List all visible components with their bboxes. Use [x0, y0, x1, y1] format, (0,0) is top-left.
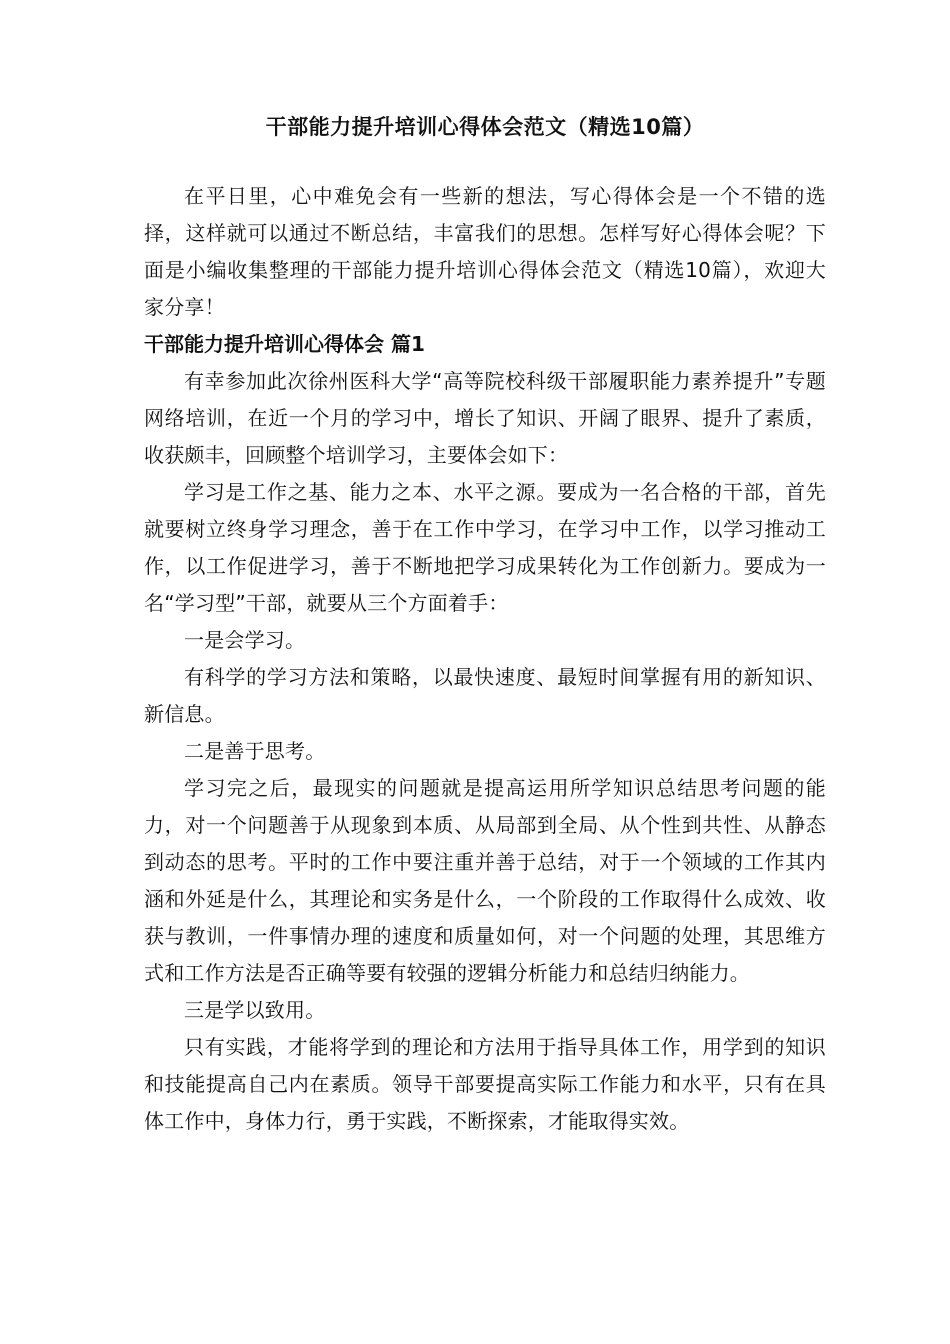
- body-paragraph: 三是学以致用。: [184, 998, 326, 1022]
- body-paragraph: 有幸参加此次徐州医科大学“高等院校科级干部履职能力素养提升”专题网络培训，在近一个月的学习中，增长了知识、开阔了眼界、提升了素质，收获颇丰，回顾整个培训学习，主要体会如下：: [144, 369, 826, 467]
- body-paragraph: 二是善于思考。: [184, 739, 326, 763]
- body-paragraph: 学习完之后，最现实的问题就是提高运用所学知识总结思考问题的能力，对一个问题善于从现象到本质、从局部到全局、从个性到共性、从静态到动态的思考。平时的工作中要注重并善于总结，对于一个领域的工作其内涵和外延是什么，其理论和实务是什么，一个阶段的工作取得什么成效、收获与教训，一件事情办理的速度和质量如何，对一个问题的处理，其思维方式和工作方法是否正确等要有较强的逻辑分析能力和总结归纳能力。: [144, 776, 826, 985]
- body-paragraph: 只有实践，才能将学到的理论和方法用于指导具体工作，用学到的知识和技能提高自己内在素质。领导干部要提高实际工作能力和水平，只有在具体工作中，身体力行，勇于实践，不断探索，才能取得实效。: [144, 1035, 826, 1133]
- document-body: [144, 110, 826, 1140]
- body-paragraph: 一是会学习。: [184, 628, 306, 652]
- body-paragraph: 有科学的学习方法和策略，以最快速度、最短时间掌握有用的新知识、新信息。: [144, 665, 826, 726]
- document-title: 干部能力提升培训心得体会范文（精选10篇）: [265, 115, 705, 139]
- section-heading: 干部能力提升培训心得体会 篇1: [144, 332, 425, 356]
- body-paragraph: 学习是工作之基、能力之本、水平之源。要成为一名合格的干部，首先就要树立终身学习理念，善于在工作中学习，在学习中工作，以学习推动工作，以工作促进学习，善于不断地把学习成果转化为工作创新力。要成为一名“学习型”干部，就要从三个方面着手：: [144, 480, 826, 615]
- intro-paragraph: 在平日里，心中难免会有一些新的想法，写心得体会是一个不错的选择，这样就可以通过不断总结，丰富我们的思想。怎样写好心得体会呢？下面是小编收集整理的干部能力提升培训心得体会范文（精选10篇），欢迎大家分享！: [144, 184, 826, 319]
